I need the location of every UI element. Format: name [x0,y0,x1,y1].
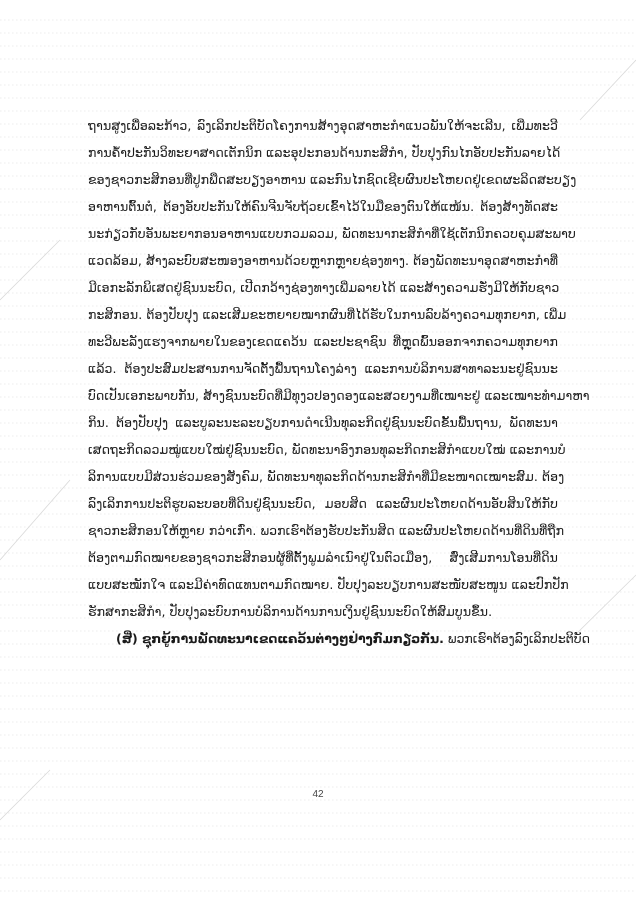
section-heading-line [88,625,590,652]
paragraph-line: ການຄ້ຳປະກັນວິທະຍາສາດເຕັກນິກ ແລະອຸປະກອນດ້ານກະສິກຳ, ປັບປຸງກົນໄກອັບປະກັນລາຍໄດ້ [88,145,561,160]
page-number: 42 [312,789,324,800]
paragraph-line: ບົດເປັນເອກະພາບກັນ, ສ້າງຊົນນະບົດທີ່ມີທຸງວປອງດອງແລະສວຍງາມທີ່ເໝາະຢູ່ ແລະເໝາະທຳມາຫາ [88,388,590,403]
paragraph-line: ຊາວກະສິກອນໃຫ້ຫຼາຍ ກວ່າເກົ່າ. ພວກເຮົາຕ້ອງຮັບປະກັນສິດ ແລະຜົນປະໂຫຍດດ້ານທີ່ດິນທີ່ຖືກ [88,523,565,538]
section-heading: (ສີ່) ຊຸກຍູ້ການພັດທະນາເຂດແຄວ້ນຕ່າງໆຢ່າງກົມກຽວກັນ. [116,631,444,646]
paragraph-line: ແລ້ວ. ຕ້ອງປະສົມປະສານການຈັດຕັ້ງພື້ນຖານໂຄງລ່າງ ແລະການບໍລິການສາທາລະນະຢູ່ຊົນນະ [88,361,558,376]
paragraph-line: ຖານສູງເພື່ອລະກ້າວ, ລົງເລິກປະຕິບັດໂຄງການສ້າງອຸດສາຫະກຳແນວພັນໃຫ້ຈະເລີນ, ເພີ່ມທະວີ [88,118,558,133]
body-text [88,112,590,652]
paragraph-line: ແບບສະໝັກໃຈ ແລະມີຄ່າທົດແທນຕາມກົດໝາຍ. ປັບປຸງລະບຽບການສະໜັບສະໜູນ ແລະປົກປັກ [88,577,569,592]
paragraph-line: ຂອງຊາວກະສິກອນທີ່ປູກພືດສະບຽງອາຫານ ແລະກົນໄກຊົດເຊີຍຜົນປະໂຫຍດຢູ່ເຂດຜະລິດສະບຽງ [88,172,577,187]
paragraph-line: ອາຫານຕົ້ນຕໍ, ຕ້ອງອັບປະກັນໃຫ້ຄົນຈີນຈັບຖ້ວຍເຂົ້າໄວ້ໃນມືຂອງຕົນໃຫ້ແໜ້ນ. ຕ້ອງສ້າງທັດສະ [88,199,558,214]
paragraph-line: ແວດລ້ອມ, ສ້າງລະບົບສະໜອງອາຫານດ້ວຍຫຼາກຫຼາຍຊ່ອງທາງ. ຕ້ອງພັດທະນາອຸດສາຫະກຳທີ່ [88,253,559,268]
paragraph-line: ມີເອກະລັກພິເສດຢູ່ຊົນນະບົດ, ເປີດກວ້າງຊ່ອງທາງເພີ່ມລາຍໄດ້ ແລະສ້າງຄວາມຮັ່ງມີໃຫ້ກັບຊາວ [88,280,560,295]
paragraph-line: ຮັກສາກະສິກຳ, ປັບປຸງລະບົບການບໍລິການດ້ານການເງິນຢູ່ຊົນນະບົດໃຫ້ສົມບູນຂຶ້ນ. [88,604,493,619]
section-heading-continuation: ພວກເຮົາຕ້ອງລົງເລິກປະຕິບັດ [443,631,590,646]
paragraph-line: ກະສິກອນ. ຕ້ອງປັບປຸງ ແລະເສີມຂະຫຍາຍໝາກຜົນທີ່ໄດ້ຮັບໃນການລົບລ້າງຄວາມທຸກຍາກ, ເພີ່ມ [88,307,567,322]
paragraph-line: ທະວີພະລັງແຮງຈາກພາຍໃນຂອງເຂດແຄວ້ນ ແລະປະຊາຊົນ ທີ່ຫຼຸດພົ້ນອອກຈາກຄວາມທຸກຍາກ [88,334,558,349]
paragraph-line: ລົງເລິກການປະຕິຮູບລະບອບທີ່ດິນຢູ່ຊົນນະບົດ, ມອບສິດ ແລະຜົນປະໂຫຍດດ້ານອັບສິນໃຫ້ກັບ [88,496,558,511]
paragraph-line: ເສດຖະກິດລວມໝູ່ແບບໃໝ່ຢູ່ຊົນນະບົດ, ພັດທະນາອົງກອນທຸລະກິດກະສິກຳແບບໃໝ່ ແລະການບໍ [88,442,566,457]
paragraph-line: ລິການແບບມີສ່ວນຮ່ວມຂອງສັງຄົມ, ພັດທະນາທຸລະກິດດ້ານກະສິກຳທີ່ມີຂະໜາດເໝາະສົມ. ຕ້ອງ [88,469,565,484]
paragraph-line: ກິນ. ຕ້ອງປັບປຸງ ແລະບູລະນະລະບຽບການດຳເນີນທຸລະກິດຢູ່ຊົນນະບົດຂັ້ນພື້ນຖານ, ພັດທະນາ [88,415,558,430]
paragraph-line: ຕ້ອງຕາມກົດໝາຍຂອງຊາວກະສິກອນຜູ້ທີ່ຕັ້ງພູມລຳເນົາຢູ່ໃນຕົວເມືອງ, ສົ່ງເສີມການໂອນທີ່ດິນ [88,550,558,565]
paragraph-line: ນະກ່ຽວກັບອັນພະຍາກອນອາຫານແບບກວມລວມ, ພັດທະນາກະສິກຳທີ່ໃຊ້ເຕັກນິກຄວບຄຸມສະພາບ [88,226,576,241]
